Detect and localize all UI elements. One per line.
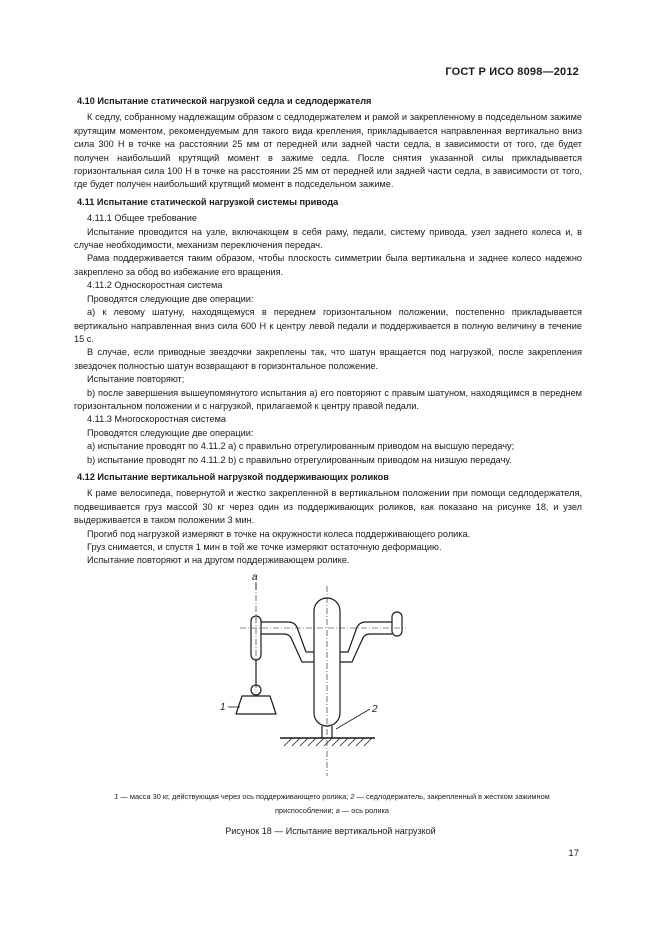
weight-30kg [236, 696, 276, 714]
left-bracket-outer [261, 622, 306, 652]
figure-18-diagram [210, 566, 410, 776]
right-bracket-inner [340, 634, 392, 662]
page-number: 17 [568, 848, 579, 859]
leader-line-2 [336, 709, 370, 729]
legend-line-2 [52, 804, 612, 818]
legend-text-1: — масса 30 кг, действующая через ось поддерживающего ролика; [118, 792, 351, 801]
paragraph: Прогиб под нагрузкой измеряют в точке на окружности колеса поддерживающего ролика. [87, 528, 471, 539]
ground-hatching [284, 738, 372, 746]
section-4-12-title: 4.12 Испытание вертикальной нагрузкой поддерживающих роликов [77, 471, 389, 482]
legend-text-2-cont: приспособлении; [274, 806, 336, 815]
paragraph: В случае, если приводные звездочки закреплены так, что шатун вращается под нагрузкой, после закрепления звездочек полностью шатун возвращают в горизонтальное положение. [74, 347, 582, 371]
subsection-4-11-1-title: 4.11.1 Общее требование [87, 213, 197, 224]
paragraph: К раме велосипеда, повернутой и жестко закрепленной в вертикальном положении при помощи седлодержателя, подвешивается груз массой 30 кг через один из поддерживающих роликов, как показано на рисунке 18, и узел выдерживается в таком положении 3 мин. [74, 488, 582, 526]
label-2: 2 [372, 704, 378, 715]
legend-letter-a: а [335, 806, 340, 815]
figure-title: Рисунок 18 — Испытание вертикальной нагрузкой [225, 826, 436, 836]
right-bracket-outer [340, 622, 392, 652]
list-item-a: a) испытание проводят по 4.11.2 а) с правильно отрегулированным приводом на высшую передачу; [87, 441, 515, 452]
test-rig-drawing [210, 566, 410, 776]
paragraph: Проводятся следующие две операции: [87, 427, 254, 438]
paragraph: Рама поддерживается таким образом, чтобы плоскость симметрии была вертикальна и заднее колесо надежно закреплено за обод во избежание его вращения. [74, 253, 582, 277]
paragraph: Испытание повторяют и на другом поддерживающем ролике. [87, 555, 350, 566]
legend-text-a: — ось ролика [339, 806, 390, 815]
paragraph: Испытание повторяют; [87, 374, 185, 385]
right-roller [392, 612, 402, 636]
list-item-b: b) после завершения вышеупомянутого испытания а) его повторяют с правым шатуном, находящимся в переднем горизонтальном положении и с нагрузкой, прилагаемой к центру правой педали. [74, 387, 582, 411]
left-bracket-inner [261, 634, 302, 662]
paragraph: Испытание проводится на узле, включающем в себя раму, педали, систему привода, узел заднего колеса и, в случае необходимости, механизм переключения передач. [74, 226, 582, 251]
section-4-10-paragraph: К седлу, собранному надлежащим образом с седлодержателем и рамой и закрепленному в подседельном зажиме крутящим моментом, рекомендуемым для такого вида крепления, прикладывается направленная вертикально вниз сила 300 Н в точке на расстоянии 25 мм от передней или задней части седла, в зависимости от того, где будет получен наибольший крутящий момент в зажиме седла. После снятия указанной силы прикладывается горизонтальная сила 100 Н в точке на расстоянии 25 мм от передней или задней части седла, в зависимости от того, где будет получен наибольший крутящий момент в подседельном зажиме. [74, 112, 582, 190]
legend-text-2: — седлодержатель, закрепленный в жестком зажимном [354, 792, 550, 801]
document-header: ГОСТ Р ИСО 8098—2012 [445, 66, 579, 78]
legend-num-2: 2 [350, 792, 355, 801]
section-4-11-title: 4.11 Испытание статической нагрузкой системы привода [77, 196, 339, 207]
section-4-10-title: 4.10 Испытание статической нагрузкой седла и седлодержателя [77, 96, 372, 106]
page-content [74, 95, 582, 568]
paragraph: Проводятся следующие две операции: [87, 293, 254, 304]
legend-line-1 [52, 790, 612, 804]
list-item-a: a) к левому шатуну, находящемуся в переднем горизонтальном положении, постепенно прикладывается вертикально направленная вниз сила 600 Н к центру левой педали и поддерживается в полную величину в течение 15 с. [74, 307, 582, 344]
subsection-4-11-3-title: 4.11.3 Многоскоростная система [87, 414, 227, 425]
label-1: 1 [220, 702, 226, 713]
paragraph: Груз снимается, и спустя 1 мин в той же точке измеряют остаточную деформацию. [87, 542, 442, 552]
label-a: a [252, 572, 258, 583]
central-wheel [314, 598, 340, 726]
legend-num-1: 1 [114, 792, 119, 801]
list-item-b: b) испытание проводят по 4.11.2 b) с правильно отрегулированным приводом на низшую передачу. [87, 454, 512, 465]
figure-legend [52, 790, 612, 818]
subsection-4-11-2-title: 4.11.2 Односкоростная система [87, 280, 223, 291]
